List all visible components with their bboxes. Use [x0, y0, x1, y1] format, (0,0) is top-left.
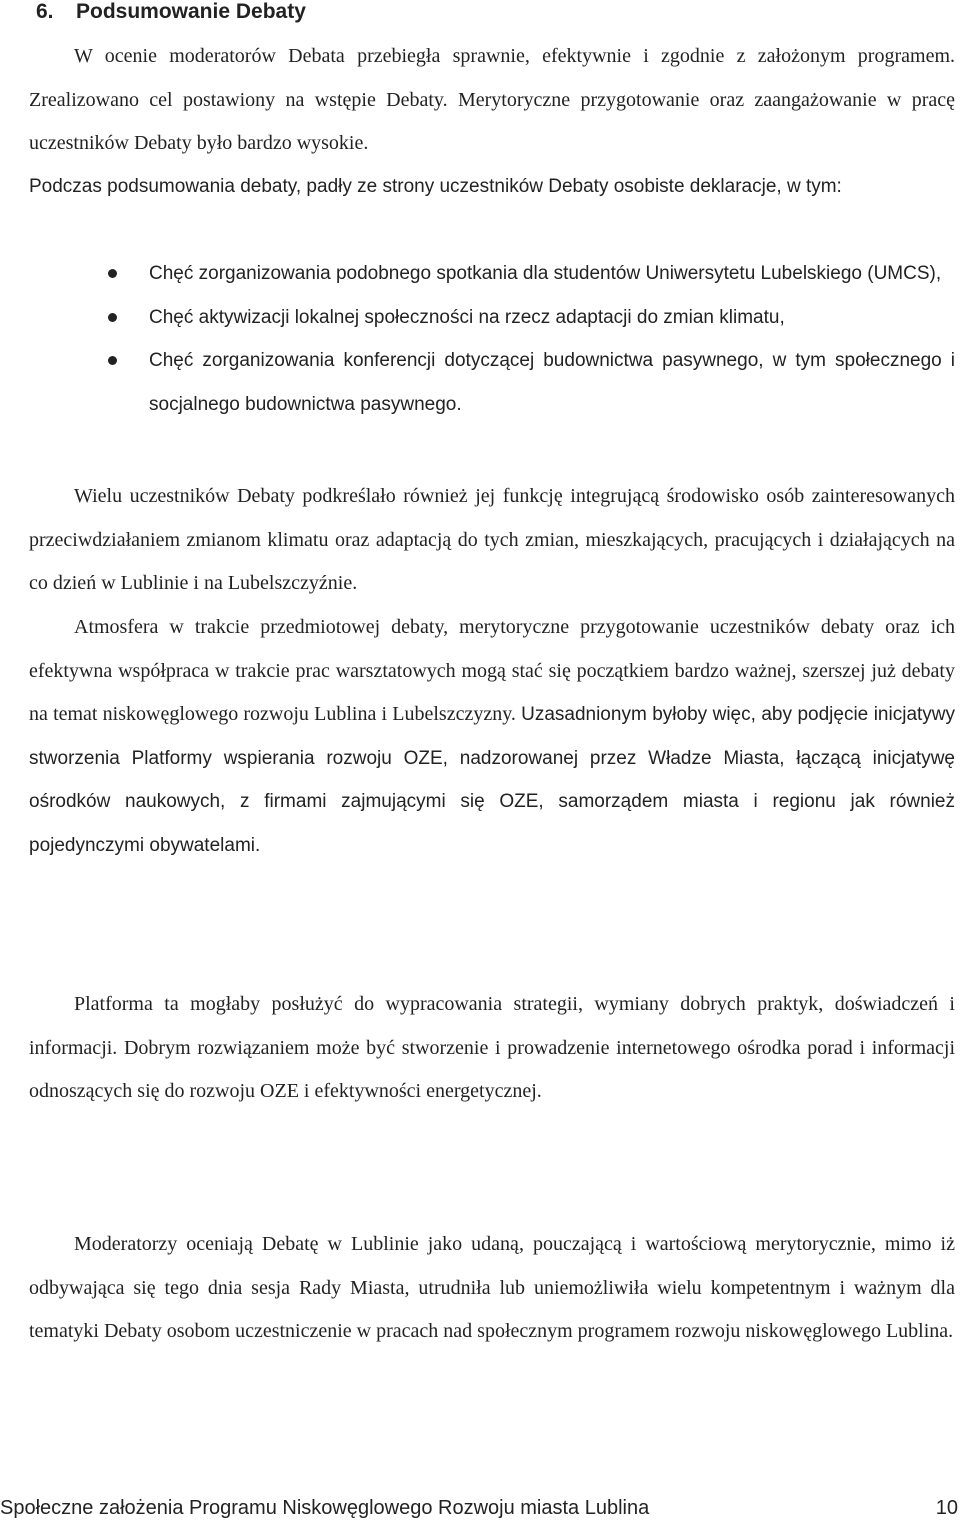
list-item [0, 252, 960, 296]
footer-document-title: Społeczne założenia Programu Niskowęglowego Rozwoju miasta Lublina [0, 1497, 650, 1519]
declarations-intro-text: Podczas podsumowania debaty, padły ze strony uczestników Debaty osobiste deklaracje, w tym: [29, 176, 842, 197]
declarations-list [0, 252, 960, 426]
bullet-icon [108, 313, 117, 322]
integration-text: Wielu uczestników Debaty podkreślało również jej funkcję integrującą środowisko osób zainteresowanych przeciwdziałaniem zmianom klimatu oraz adaptacją do tych zmian, mieszkających, pracujących i działających na co dzień w Lublinie i na Lubelszczyźnie. [29, 485, 955, 595]
page-footer [0, 1493, 960, 1523]
moderators-text: Moderatorzy oceniają Debatę w Lublinie jako udaną, pouczającą i wartościową merytorycznie, mimo iż odbywająca się tego dnia sesja Rady Miasta, utrudniła lub uniemożliwiła wielu kompetentnym i ważnym dla tematyki Debaty osobom uczestniczenie w pracach nad społecznym programem rozwoju niskowęglowego Lublina. [29, 1233, 955, 1343]
declarations-intro [29, 165, 955, 209]
platform-text: Platforma ta mogłaby posłużyć do wypracowania strategii, wymiany dobrych praktyk, doświadczeń i informacji. Dobrym rozwiązaniem może być stworzenie i prowadzenie internetowego ośrodka porad i informacji odnoszących się do rozwoju OZE i efektywności energetycznej. [29, 993, 955, 1103]
integration-paragraph [29, 475, 955, 606]
section-title: Podsumowanie Debaty [76, 0, 306, 23]
bullet-icon [108, 356, 117, 365]
platform-paragraph [29, 983, 955, 1114]
list-item-text: Chęć aktywizacji lokalnej społeczności na rzecz adaptacji do zmian klimatu, [149, 306, 785, 328]
list-item-text: Chęć zorganizowania podobnego spotkania dla studentów Uniwersytetu Lubelskiego (UMCS), [149, 263, 942, 284]
list-item [0, 339, 960, 426]
atmosphere-paragraph [29, 606, 955, 868]
section-heading [36, 0, 306, 27]
platform-proposal-text: Uzasadnionym byłoby więc, aby podjęcie inicjatywy stworzenia Platformy wspierania rozwoju OZE, nadzorowanej przez Władze Miasta, łączącą inicjatywę ośrodków naukowych, z firmami zajmującymi się OZE, samorządem miasta i regionu jak również pojedynczymi obywatelami. [29, 704, 956, 856]
moderators-paragraph [29, 1223, 955, 1354]
bullet-icon [108, 269, 117, 278]
section-number: 6. [36, 0, 54, 23]
intro-sentence-moderators: W ocenie moderatorów Debata przebiegła sprawnie, efektywnie i zgodnie z założonym programem. Zrealizowano cel postawiony na wstępie Debaty. Merytoryczne przygotowanie oraz zaangażowanie w pracę uczestników Debaty było bardzo wysokie. [29, 45, 955, 155]
list-item [0, 296, 960, 340]
intro-paragraph [29, 35, 955, 166]
page-number: 10 [935, 1497, 958, 1519]
list-item-text: Chęć zorganizowania konferencji dotyczącej budownictwa pasywnego, w tym społecznego i socjalnego budownictwa pasywnego. [149, 350, 955, 415]
atmosphere-text: Atmosfera w trakcie przedmiotowej debaty, merytoryczne przygotowanie uczestników debaty oraz ich efektywna współpraca w trakcie prac warsztatowych mogą stać się początkiem bardzo ważnej, szerszej już debaty na temat niskowęglowego rozwoju Lublina i Lubelszczyzny. [29, 616, 955, 726]
